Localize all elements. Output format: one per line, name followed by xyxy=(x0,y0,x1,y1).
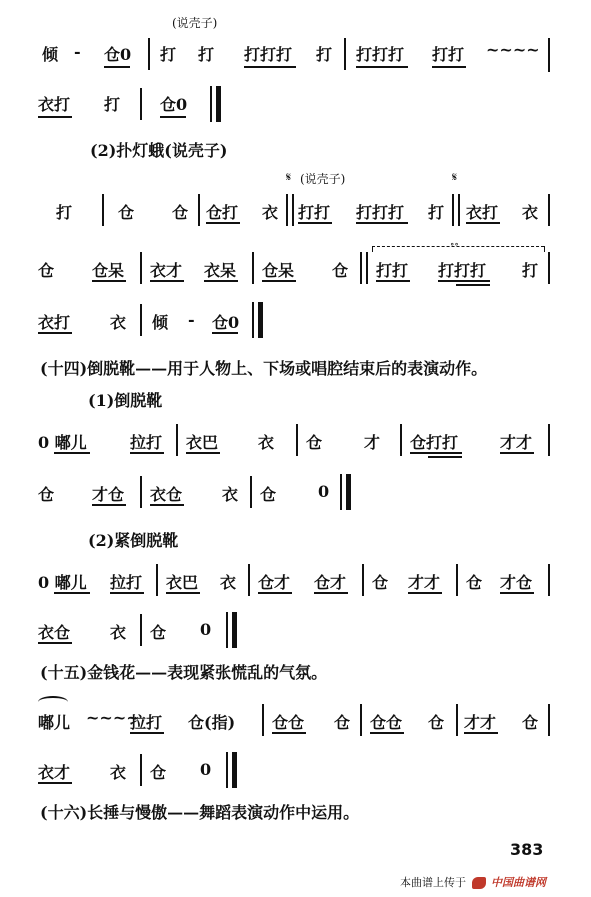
underline xyxy=(104,66,130,68)
bar-line xyxy=(360,252,362,284)
underline xyxy=(92,280,126,282)
notation-syllable: 仓 xyxy=(428,713,445,732)
final-bar-line xyxy=(216,86,221,122)
notation-syllable: 仓呆 xyxy=(262,261,295,280)
notation-syllable: 打打 xyxy=(376,261,409,280)
subsection-heading: (2)紧倒脱靴 xyxy=(88,531,179,550)
notation-syllable: 拉打 xyxy=(130,713,163,732)
notation-syllable: 衣打 xyxy=(38,95,71,114)
final-bar-line xyxy=(346,474,351,510)
bar-line xyxy=(286,194,288,226)
notation-syllable: 仓 xyxy=(38,261,55,280)
final-bar-line xyxy=(258,302,263,338)
underline xyxy=(212,332,238,334)
bar-line xyxy=(262,704,264,736)
notation-syllable: 衣仓 xyxy=(38,623,71,642)
bar-line xyxy=(140,304,142,336)
notation-syllable: 衣巴 xyxy=(166,573,199,592)
notation-syllable: 衣巴 xyxy=(186,433,219,452)
underline xyxy=(38,642,72,644)
bar-line xyxy=(548,424,550,456)
underline xyxy=(356,66,408,68)
notation-syllable: 仓 xyxy=(118,203,135,222)
notation-syllable: 嘟儿 xyxy=(38,713,71,732)
bar-line xyxy=(198,194,200,226)
bar-line xyxy=(360,704,362,736)
notation-syllable: 0 嘟儿 xyxy=(38,573,87,592)
notation-dash: - xyxy=(74,42,81,61)
notation-syllable: 衣 xyxy=(110,623,127,642)
notation-syllable: 衣 xyxy=(220,573,237,592)
underline xyxy=(160,116,186,118)
underline xyxy=(500,592,534,594)
underline xyxy=(298,222,332,224)
notation-syllable: 仓0 xyxy=(160,95,188,114)
notation-syllable: 衣才 xyxy=(150,261,183,280)
notation-syllable: 打 xyxy=(160,45,177,64)
notation-syllable: 才仓 xyxy=(500,573,533,592)
section-heading: (十六)长捶与慢傲——舞蹈表演动作中运用。 xyxy=(40,803,360,822)
slur-mark xyxy=(38,696,68,708)
underline xyxy=(150,280,184,282)
notation-syllable: 仓 xyxy=(38,485,55,504)
notation-syllable: 打 xyxy=(104,95,121,114)
notation-syllable: 衣 xyxy=(110,313,127,332)
notation-syllable: 打 xyxy=(522,261,539,280)
notation-syllable: 仓才 xyxy=(258,573,291,592)
notation-syllable: 仓0 xyxy=(104,45,132,64)
underline xyxy=(38,332,72,334)
bar-line xyxy=(140,614,142,646)
notation-syllable: 仓 xyxy=(306,433,323,452)
notation-syllable: 仓 xyxy=(332,261,349,280)
notation-syllable: 仓才 xyxy=(314,573,347,592)
brand-logo-icon xyxy=(472,877,486,889)
notation-syllable: 打 xyxy=(316,45,333,64)
underline xyxy=(314,592,348,594)
notation-syllable: 仓 xyxy=(334,713,351,732)
notation-syllable: 衣打 xyxy=(38,313,71,332)
bar-line xyxy=(176,424,178,456)
spoken-note: (说壳子) xyxy=(300,172,346,186)
underline xyxy=(272,732,306,734)
notation-syllable: 仓 xyxy=(466,573,483,592)
bar-line xyxy=(292,194,294,226)
tremolo-mark: ~~~~ xyxy=(486,40,540,59)
underline xyxy=(54,592,90,594)
notation-syllable: 衣 xyxy=(258,433,275,452)
bar-line xyxy=(548,704,550,736)
segno-icon: 𝄋 xyxy=(286,170,292,184)
bar-line xyxy=(548,564,550,596)
notation-syllable: 仓 xyxy=(150,763,167,782)
bar-line xyxy=(140,476,142,508)
notation-syllable: 衣呆 xyxy=(204,261,237,280)
underline xyxy=(410,452,462,454)
section-heading: (2)扑灯蛾(说壳子) xyxy=(90,141,228,160)
notation-syllable: 打 xyxy=(198,45,215,64)
notation-syllable: 才才 xyxy=(500,433,533,452)
underline xyxy=(130,452,164,454)
bar-line xyxy=(140,754,142,786)
bar-line xyxy=(140,88,142,120)
bar-line xyxy=(548,252,550,284)
notation-syllable: 拉打 xyxy=(130,433,163,452)
final-bar-line xyxy=(232,612,237,648)
notation-syllable: 衣仓 xyxy=(150,485,183,504)
underline xyxy=(356,222,408,224)
notation-syllable: 打打打 xyxy=(244,45,293,64)
notation-syllable: 倾 xyxy=(42,45,59,64)
page-number: 383 xyxy=(510,840,544,859)
bar-line xyxy=(252,302,254,338)
underline xyxy=(54,452,90,454)
notation-syllable: 衣 xyxy=(522,203,539,222)
bar-line xyxy=(548,38,550,72)
footer-prefix: 本曲谱上传于 xyxy=(400,876,466,889)
notation-syllable: 衣 xyxy=(222,485,239,504)
underline xyxy=(92,504,126,506)
notation-syllable: 仓打打 xyxy=(410,433,459,452)
underline xyxy=(464,732,498,734)
bracket-marker: ∘∘ xyxy=(450,240,459,250)
footer-brand: 中国曲谱网 xyxy=(491,876,546,889)
tremolo-mark: ~~~~ xyxy=(86,708,140,727)
bar-line xyxy=(140,252,142,284)
underline xyxy=(258,592,292,594)
notation-syllable: 倾 xyxy=(152,313,169,332)
repeat-bracket xyxy=(372,246,373,252)
section-heading: (十四)倒脱靴——用于人物上、下场或唱腔结束后的表演动作。 xyxy=(40,359,488,378)
notation-syllable: 仓呆 xyxy=(92,261,125,280)
bar-line xyxy=(252,252,254,284)
subsection-heading: (1)倒脱靴 xyxy=(88,391,163,410)
notation-syllable: 0 xyxy=(200,620,212,639)
bar-line xyxy=(366,252,368,284)
notation-syllable: 打打 xyxy=(298,203,331,222)
notation-syllable: 衣打 xyxy=(466,203,499,222)
notation-syllable: 打打 xyxy=(432,45,465,64)
notation-syllable: 仓 xyxy=(260,485,277,504)
notation-syllable: 才 xyxy=(364,433,381,452)
notation-syllable: 打 xyxy=(428,203,445,222)
notation-syllable: 仓仓 xyxy=(370,713,403,732)
notation-syllable: 0 嘟儿 xyxy=(38,433,87,452)
bar-line xyxy=(400,424,402,456)
bar-line xyxy=(456,704,458,736)
bar-line xyxy=(344,38,346,70)
notation-syllable: 仓0 xyxy=(212,313,240,332)
notation-dash: - xyxy=(188,310,195,329)
notation-syllable: 衣 xyxy=(110,763,127,782)
underline xyxy=(432,66,466,68)
bar-line xyxy=(452,194,454,226)
underline xyxy=(370,732,404,734)
notation-syllable: 衣才 xyxy=(38,763,71,782)
notation-syllable: 衣 xyxy=(262,203,279,222)
footer-watermark xyxy=(400,874,546,890)
bar-line xyxy=(248,564,250,596)
underline xyxy=(186,452,220,454)
double-underline xyxy=(428,456,462,458)
bar-line xyxy=(250,476,252,508)
notation-syllable: 仓 xyxy=(172,203,189,222)
underline xyxy=(500,452,534,454)
underline xyxy=(244,66,296,68)
underline xyxy=(262,280,296,282)
underline xyxy=(38,116,72,118)
bar-line xyxy=(362,564,364,596)
bar-line xyxy=(148,38,150,70)
notation-syllable: 仓(指) xyxy=(188,713,236,732)
underline xyxy=(110,592,144,594)
underline xyxy=(206,222,240,224)
underline xyxy=(38,782,72,784)
bar-line xyxy=(226,752,228,788)
bar-line xyxy=(456,564,458,596)
underline xyxy=(466,222,500,224)
spoken-note: (说壳子) xyxy=(172,16,218,30)
underline xyxy=(204,280,238,282)
notation-syllable: 打打打 xyxy=(356,45,405,64)
notation-syllable: 打打打 xyxy=(438,261,487,280)
repeat-bracket xyxy=(544,246,545,252)
notation-syllable: 0 xyxy=(318,482,330,501)
double-underline xyxy=(456,284,490,286)
bar-line xyxy=(548,194,550,226)
notation-syllable: 仓 xyxy=(522,713,539,732)
notation-syllable: 才才 xyxy=(464,713,497,732)
notation-syllable: 仓仓 xyxy=(272,713,305,732)
notation-syllable: 才仓 xyxy=(92,485,125,504)
notation-syllable: 仓 xyxy=(150,623,167,642)
underline xyxy=(438,280,490,282)
underline xyxy=(166,592,200,594)
notation-syllable: 0 xyxy=(200,760,212,779)
notation-syllable: 打 xyxy=(56,203,73,222)
bar-line xyxy=(458,194,460,226)
bar-line xyxy=(156,564,158,596)
bar-line xyxy=(226,612,228,648)
final-bar-line xyxy=(232,752,237,788)
section-heading: (十五)金钱花——表现紧张慌乱的气氛。 xyxy=(40,663,328,682)
notation-syllable: 拉打 xyxy=(110,573,143,592)
underline xyxy=(408,592,442,594)
bar-line xyxy=(340,474,342,510)
bar-line xyxy=(210,86,212,122)
notation-syllable: 才才 xyxy=(408,573,441,592)
segno-icon: 𝄋 xyxy=(452,170,458,184)
notation-syllable: 仓打 xyxy=(206,203,239,222)
notation-syllable: 打打打 xyxy=(356,203,405,222)
underline xyxy=(150,504,184,506)
underline xyxy=(130,732,164,734)
bar-line xyxy=(102,194,104,226)
underline xyxy=(376,280,410,282)
notation-syllable: 仓 xyxy=(372,573,389,592)
bar-line xyxy=(296,424,298,456)
